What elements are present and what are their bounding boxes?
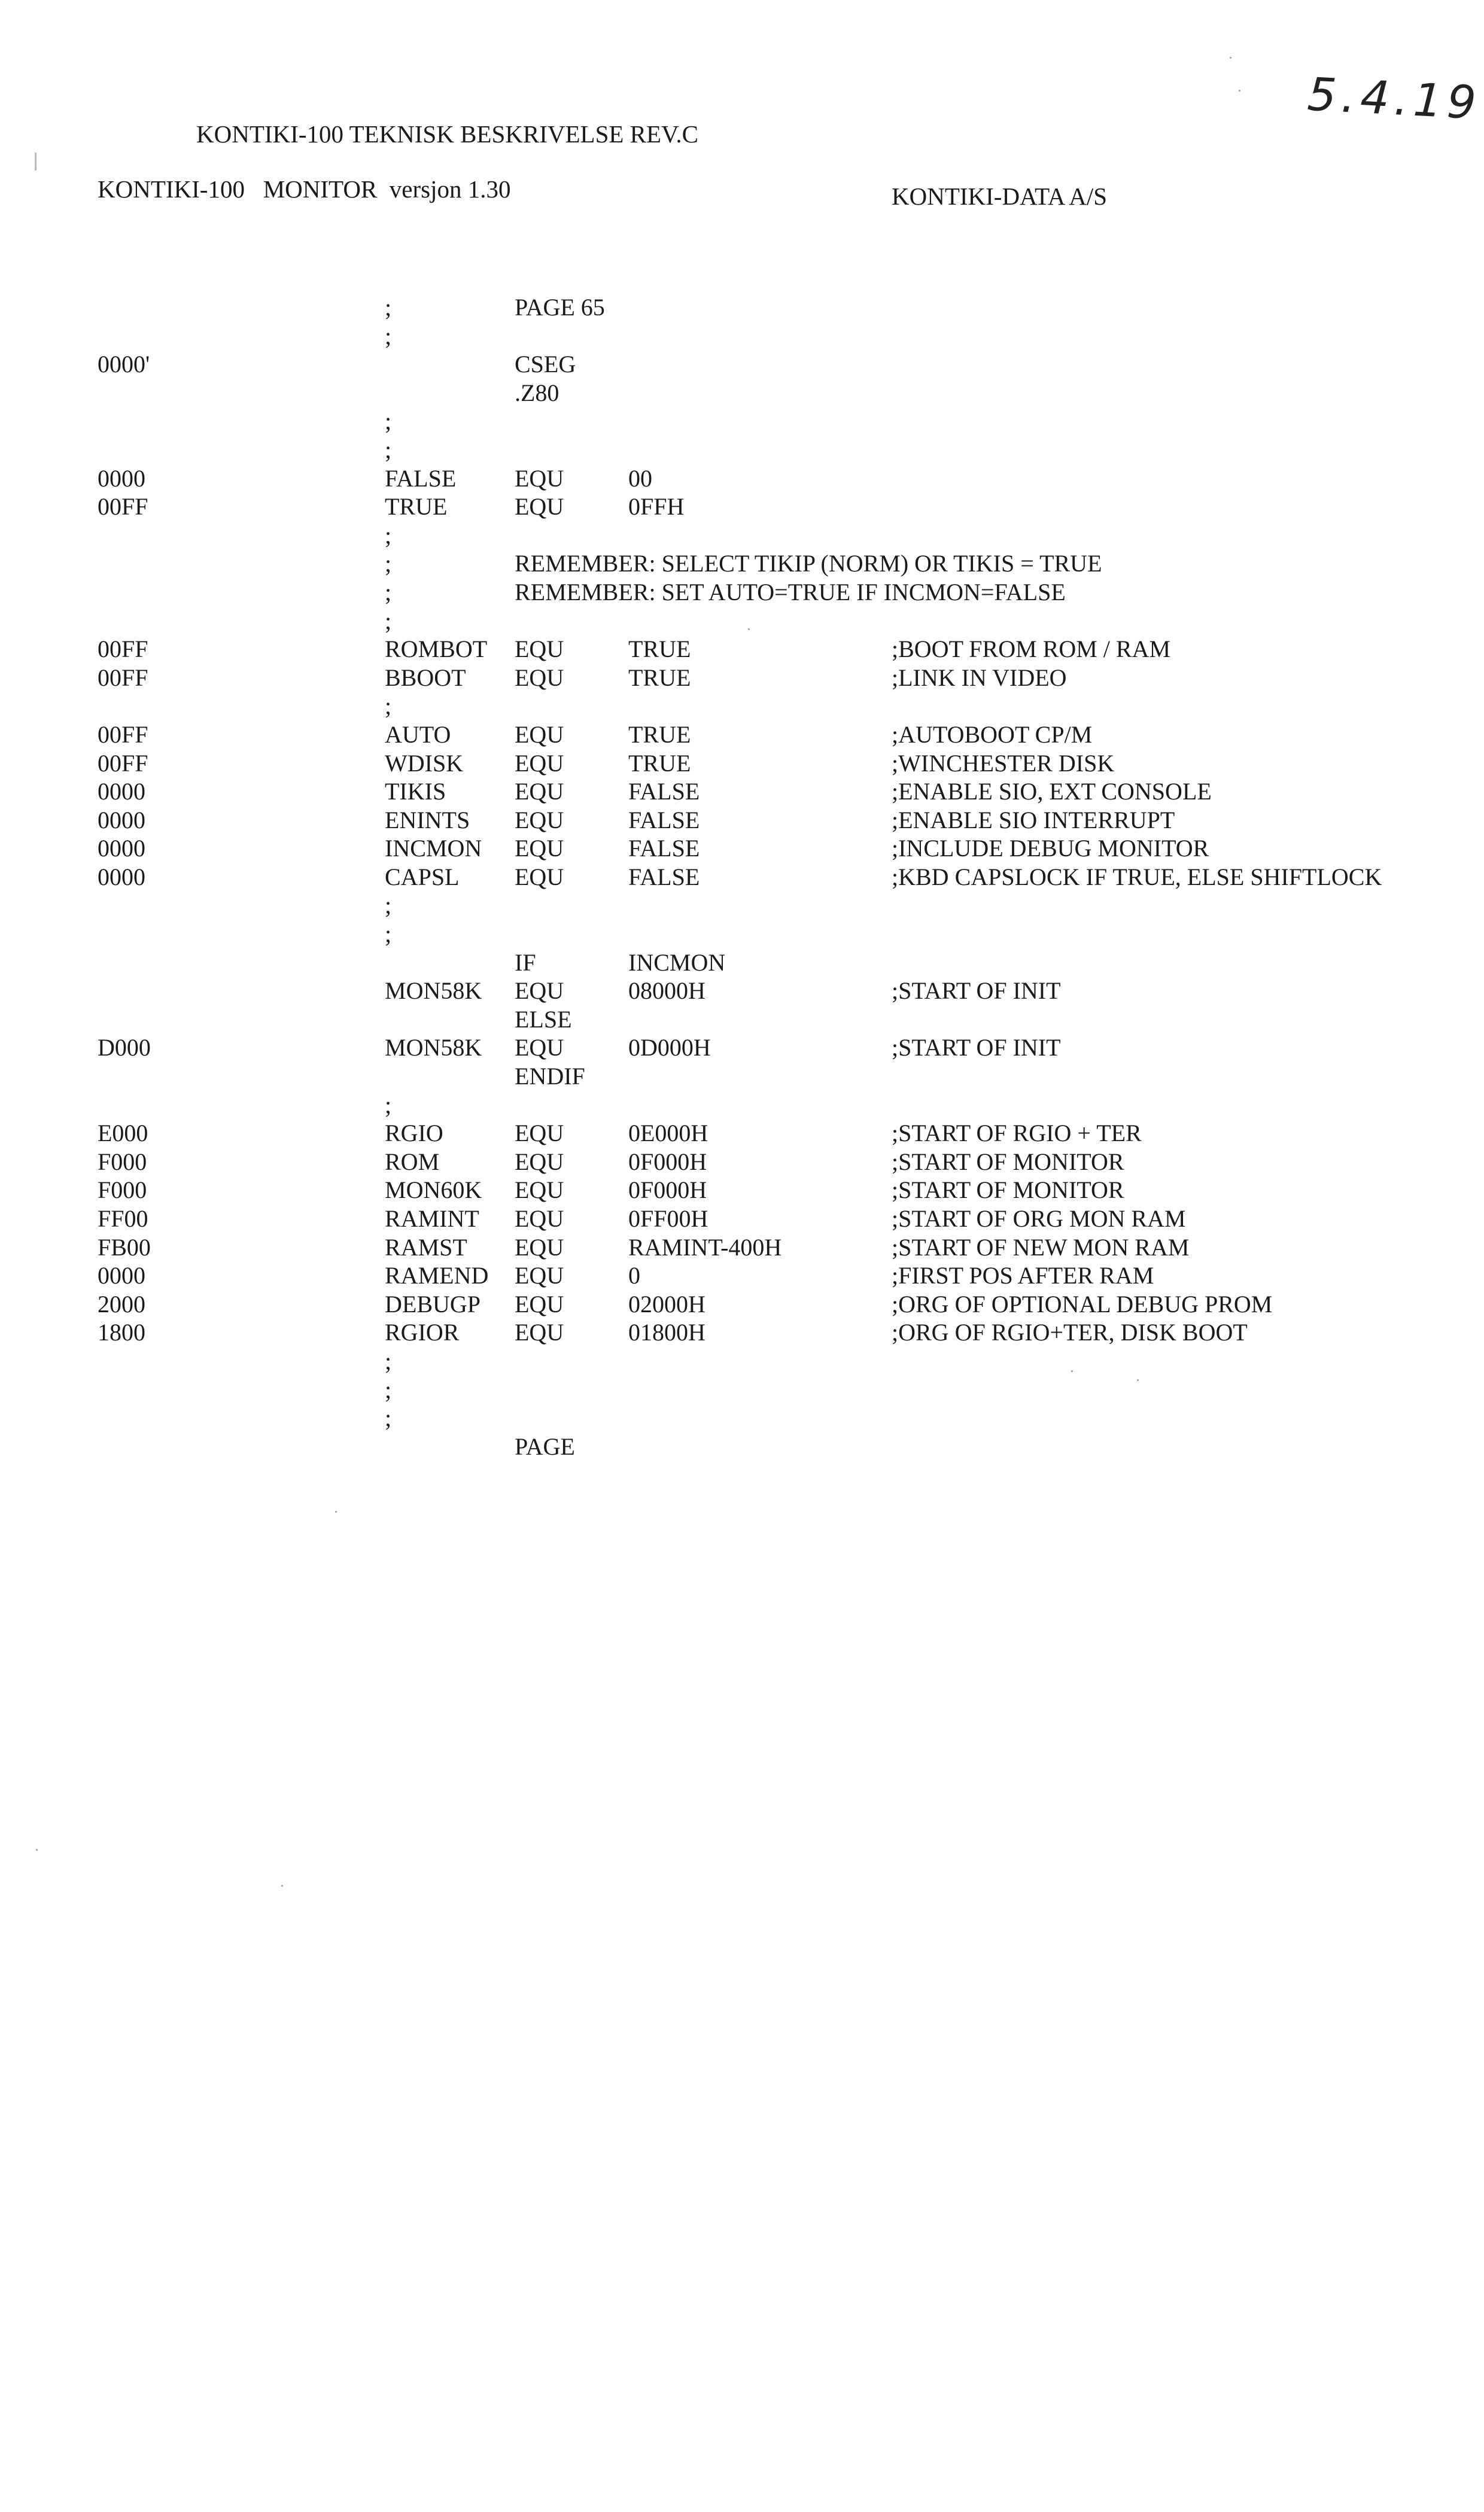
listing-line <box>0 1347 1484 1376</box>
line-label: ; <box>385 1347 392 1374</box>
line-address: 00FF <box>98 749 148 777</box>
line-label: INCMON <box>385 835 482 862</box>
document-title: KONTIKI-100 TEKNISK BESKRIVELSE REV.C <box>196 120 698 148</box>
line-address: E000 <box>98 1120 148 1147</box>
listing-line <box>0 1091 1484 1120</box>
line-operand: 0 <box>628 1262 640 1290</box>
line-operand: 0E000H <box>628 1120 708 1147</box>
line-opcode: .Z80 <box>515 379 559 406</box>
line-address: 2000 <box>98 1290 145 1318</box>
line-label: MON58K <box>385 977 482 1005</box>
line-comment: ;START OF INIT <box>892 977 1061 1005</box>
listing-line <box>0 322 1484 351</box>
line-operand: TRUE <box>628 720 691 748</box>
scan-speck <box>1071 1370 1073 1372</box>
line-label: ; <box>385 607 392 634</box>
line-operand: TRUE <box>628 749 691 777</box>
scan-speck <box>335 1511 337 1513</box>
listing-line <box>0 720 1484 749</box>
listing-line <box>0 1119 1484 1148</box>
line-label: MON60K <box>385 1176 482 1204</box>
line-label: RAMST <box>385 1233 467 1261</box>
line-label: AUTO <box>385 720 451 748</box>
listing-line <box>0 749 1484 778</box>
listing-line <box>0 1376 1484 1404</box>
line-opcode: EQU <box>515 863 564 890</box>
line-label: ; <box>385 920 392 948</box>
listing-line <box>0 350 1484 379</box>
scan-speck <box>748 628 750 630</box>
listing-line <box>0 578 1484 607</box>
line-comment: ;ORG OF RGIO+TER, DISK BOOT <box>892 1319 1248 1346</box>
line-label: ; <box>385 892 392 919</box>
listing-line <box>0 777 1484 806</box>
line-opcode: CSEG <box>515 351 576 378</box>
scan-mark <box>35 153 37 171</box>
line-label: ; <box>385 550 392 577</box>
line-address: F000 <box>98 1176 147 1204</box>
line-address: 00FF <box>98 720 148 748</box>
line-address: 0000 <box>98 1262 145 1290</box>
line-operand: 02000H <box>628 1290 705 1318</box>
line-opcode: EQU <box>515 1262 564 1290</box>
listing-line <box>0 1205 1484 1233</box>
line-label: RAMINT <box>385 1205 479 1232</box>
line-opcode: EQU <box>515 1034 564 1062</box>
line-label: RGIO <box>385 1120 443 1147</box>
line-label: ; <box>385 1376 392 1403</box>
line-opcode: EQU <box>515 1205 564 1232</box>
assembly-listing <box>0 293 1484 1461</box>
listing-line <box>0 1148 1484 1176</box>
listing-line <box>0 1404 1484 1433</box>
listing-line <box>0 549 1484 578</box>
line-opcode: EQU <box>515 778 564 805</box>
line-opcode: EQU <box>515 464 564 492</box>
line-label: ; <box>385 436 392 463</box>
line-operand: 0F000H <box>628 1148 707 1175</box>
line-opcode: EQU <box>515 1233 564 1261</box>
header-right: KONTIKI-DATA A/S <box>892 183 1108 210</box>
listing-line <box>0 521 1484 550</box>
line-label: ENINTS <box>385 806 470 834</box>
line-label: ; <box>385 1404 392 1432</box>
line-comment: ;INCLUDE DEBUG MONITOR <box>892 835 1209 862</box>
listing-line <box>0 806 1484 835</box>
listing-line <box>0 1433 1484 1461</box>
scan-speck <box>1239 90 1240 92</box>
line-address: F000 <box>98 1148 147 1175</box>
line-operand: TRUE <box>628 664 691 691</box>
line-comment: ;FIRST POS AFTER RAM <box>892 1262 1154 1290</box>
line-comment: ;KBD CAPSLOCK IF TRUE, ELSE SHIFTLOCK <box>892 863 1382 890</box>
line-operand: RAMINT-400H <box>628 1233 782 1261</box>
line-opcode: EQU <box>515 806 564 834</box>
line-opcode: PAGE <box>515 1433 575 1460</box>
scan-speck <box>1230 57 1231 59</box>
line-address: 0000 <box>98 464 145 492</box>
line-address: 0000 <box>98 806 145 834</box>
listing-line <box>0 920 1484 948</box>
listing-line <box>0 379 1484 407</box>
line-operand: FALSE <box>628 806 700 834</box>
listing-line <box>0 1261 1484 1290</box>
line-comment: ;WINCHESTER DISK <box>892 749 1115 777</box>
line-opcode: EQU <box>515 1319 564 1346</box>
listing-line <box>0 1005 1484 1034</box>
line-address: 00FF <box>98 635 148 663</box>
scan-speck <box>281 1885 283 1887</box>
listing-line <box>0 891 1484 920</box>
listing-line <box>0 692 1484 720</box>
line-address: 1800 <box>98 1319 145 1346</box>
line-label: ROM <box>385 1148 440 1175</box>
line-label: BBOOT <box>385 664 466 691</box>
line-address: 0000 <box>98 835 145 862</box>
line-label: RAMEND <box>385 1262 489 1290</box>
line-comment: ;ENABLE SIO INTERRUPT <box>892 806 1175 834</box>
line-remark: REMEMBER: SELECT TIKIP (NORM) OR TIKIS = TRUE <box>515 550 1102 577</box>
line-label: MON58K <box>385 1034 482 1062</box>
line-comment: ;START OF ORG MON RAM <box>892 1205 1186 1232</box>
line-operand: 01800H <box>628 1319 705 1346</box>
line-opcode: EQU <box>515 1120 564 1147</box>
line-comment: ;BOOT FROM ROM / RAM <box>892 635 1171 663</box>
line-operand: 08000H <box>628 977 705 1005</box>
listing-line <box>0 293 1484 322</box>
listing-line <box>0 1290 1484 1319</box>
line-operand: 0FFH <box>628 493 685 521</box>
scan-speck <box>36 1849 38 1851</box>
line-comment: ;START OF RGIO + TER <box>892 1120 1142 1147</box>
listing-line <box>0 834 1484 863</box>
line-comment: ;ORG OF OPTIONAL DEBUG PROM <box>892 1290 1273 1318</box>
line-operand: 00 <box>628 464 652 492</box>
line-comment: ;START OF INIT <box>892 1034 1061 1062</box>
line-comment: ;AUTOBOOT CP/M <box>892 720 1093 748</box>
line-opcode: EQU <box>515 664 564 691</box>
line-label: TIKIS <box>385 778 446 805</box>
line-opcode: EQU <box>515 1148 564 1175</box>
listing-line <box>0 492 1484 521</box>
line-operand: FALSE <box>628 835 700 862</box>
line-label: DEBUGP <box>385 1290 481 1318</box>
line-opcode: EQU <box>515 749 564 777</box>
listing-line <box>0 863 1484 892</box>
line-address: 00FF <box>98 664 148 691</box>
listing-line <box>0 664 1484 692</box>
line-opcode: EQU <box>515 835 564 862</box>
line-label: CAPSL <box>385 863 460 890</box>
line-label: ROMBOT <box>385 635 488 663</box>
listing-line <box>0 464 1484 493</box>
line-opcode: EQU <box>515 1176 564 1204</box>
line-address: 0000 <box>98 778 145 805</box>
line-label: WDISK <box>385 749 464 777</box>
listing-line <box>0 1176 1484 1205</box>
line-address: FB00 <box>98 1233 151 1261</box>
line-comment: ;START OF MONITOR <box>892 1176 1124 1204</box>
listing-line <box>0 977 1484 1005</box>
line-comment: ;LINK IN VIDEO <box>892 664 1067 691</box>
line-opcode: EQU <box>515 635 564 663</box>
line-comment: ;START OF NEW MON RAM <box>892 1233 1190 1261</box>
listing-line <box>0 407 1484 436</box>
line-label: ; <box>385 407 392 435</box>
line-label: ; <box>385 1091 392 1118</box>
line-comment: ;ENABLE SIO, EXT CONSOLE <box>892 778 1212 805</box>
line-label: ; <box>385 521 392 549</box>
header-left: KONTIKI-100 MONITOR versjon 1.30 <box>98 175 511 203</box>
listing-line <box>0 607 1484 635</box>
line-label: ; <box>385 294 392 321</box>
line-opcode: EQU <box>515 493 564 521</box>
line-operand: TRUE <box>628 635 691 663</box>
line-operand: 0D000H <box>628 1034 711 1062</box>
line-label: TRUE <box>385 493 448 521</box>
scan-speck <box>1137 1379 1139 1381</box>
line-opcode: ENDIF <box>515 1063 585 1090</box>
listing-line <box>0 1062 1484 1091</box>
line-remark: REMEMBER: SET AUTO=TRUE IF INCMON=FALSE <box>515 578 1066 606</box>
line-opcode: EQU <box>515 1290 564 1318</box>
line-operand: 0F000H <box>628 1176 707 1204</box>
line-operand: FALSE <box>628 778 700 805</box>
line-opcode: ELSE <box>515 1005 572 1033</box>
line-label: ; <box>385 692 392 720</box>
line-address: 00FF <box>98 493 148 521</box>
line-address: FF00 <box>98 1205 148 1232</box>
listing-line <box>0 948 1484 977</box>
line-label: ; <box>385 578 392 606</box>
listing-line <box>0 1318 1484 1347</box>
line-operand: INCMON <box>628 948 726 976</box>
listing-line <box>0 436 1484 464</box>
line-operand: FALSE <box>628 863 700 890</box>
line-operand: 0FF00H <box>628 1205 708 1232</box>
line-label: ; <box>385 322 392 349</box>
listing-line <box>0 1233 1484 1262</box>
line-label: FALSE <box>385 464 457 492</box>
listing-line <box>0 1033 1484 1062</box>
listing-line <box>0 635 1484 664</box>
line-address: 0000' <box>98 351 150 378</box>
line-address: D000 <box>98 1034 151 1062</box>
line-opcode: PAGE 65 <box>515 294 605 321</box>
line-opcode: EQU <box>515 977 564 1005</box>
handwritten-note: 5.4.19 <box>1306 67 1482 130</box>
line-address: 0000 <box>98 863 145 890</box>
line-opcode: EQU <box>515 720 564 748</box>
line-comment: ;START OF MONITOR <box>892 1148 1124 1175</box>
line-opcode: IF <box>515 948 536 976</box>
line-label: RGIOR <box>385 1319 460 1346</box>
